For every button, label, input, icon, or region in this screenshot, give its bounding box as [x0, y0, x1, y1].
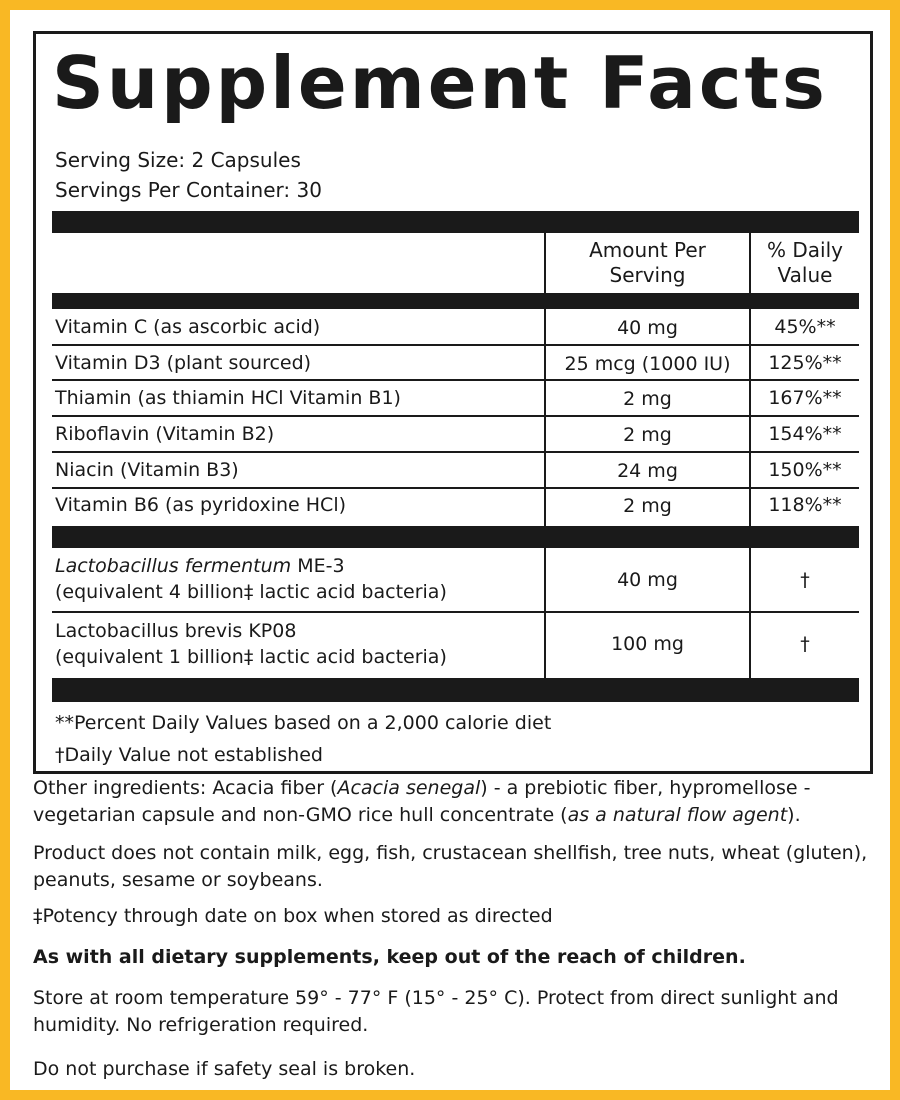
probiotic-equivalent: (equivalent 4 billion‡ lactic acid bacteria)	[55, 581, 447, 603]
row-divider	[52, 611, 859, 613]
nutrient-name: Niacin (Vitamin B3)	[55, 459, 239, 481]
row-divider	[52, 487, 859, 489]
dv-not-established-footnote: †Daily Value not established	[55, 744, 323, 766]
nutrient-amount: 24 mg	[617, 460, 678, 482]
other-ingredients-prefix: Other ingredients: Acacia fiber (	[33, 777, 338, 799]
probiotic-amount: 100 mg	[611, 633, 684, 655]
probiotic-name-italic: Lactobacillus fermentum	[55, 555, 292, 577]
row-divider	[52, 344, 859, 346]
serving-size: Serving Size: 2 Capsules	[55, 148, 301, 172]
row-divider	[52, 451, 859, 453]
probiotic-name	[55, 619, 296, 643]
other-ingredients	[33, 775, 883, 829]
nutrient-dv: 118%**	[768, 494, 842, 516]
nutrient-amount: 2 mg	[623, 495, 672, 517]
amount-header	[546, 238, 749, 288]
storage-instructions: Store at room temperature 59° - 77° F (15° - 25° C). Protect from direct sunlight and humidity. No refrigeration required.	[33, 987, 839, 1036]
seal-warning: Do not purchase if safety seal is broken.	[33, 1058, 416, 1080]
nutrient-dv: 154%**	[768, 423, 842, 445]
divider-bar-middle	[52, 526, 859, 548]
other-ingredients-suffix: ).	[787, 804, 801, 826]
nutrient-name: Vitamin C (as ascorbic acid)	[55, 316, 321, 338]
divider-bar-header	[52, 293, 859, 309]
percent-dv-footnote: **Percent Daily Values based on a 2,000 calorie diet	[55, 712, 552, 734]
nutrient-name: Riboflavin (Vitamin B2)	[55, 423, 275, 445]
probiotic-amount: 40 mg	[617, 569, 678, 591]
row-divider	[52, 415, 859, 417]
divider-bar-top	[52, 211, 859, 233]
amount-header-line2: Serving	[609, 263, 686, 287]
nutrient-name: Vitamin D3 (plant sourced)	[55, 352, 312, 374]
nutrient-amount: 25 mcg (1000 IU)	[564, 353, 731, 375]
servings-per-container: Servings Per Container: 30	[55, 178, 322, 202]
nutrient-dv: 167%**	[768, 387, 842, 409]
nutrient-name: Vitamin B6 (as pyridoxine HCl)	[55, 494, 347, 516]
probiotic-name-rest: ME-3	[291, 555, 345, 577]
other-ingredients-middle: ) - a prebiotic fiber, hypromellose - vegetarian capsule and non-GMO rice hull concentrate (	[33, 777, 811, 826]
supplement-facts-panel	[33, 31, 873, 774]
nutrient-dv: 45%**	[774, 316, 836, 338]
acacia-species: Acacia senegal	[337, 777, 481, 799]
probiotic-name-rest: Lactobacillus brevis KP08	[55, 620, 297, 642]
dv-header-line2: Value	[777, 263, 833, 287]
flow-agent: as a natural flow agent	[567, 804, 788, 826]
dv-header	[751, 238, 859, 288]
nutrient-name: Thiamin (as thiamin HCl Vitamin B1)	[55, 387, 401, 409]
allergen-statement: Product does not contain milk, egg, fish, crustacean shellfish, tree nuts, wheat (gluten), peanuts, sesame or soybeans.	[33, 842, 868, 891]
divider-bar-bottom	[52, 678, 859, 702]
nutrient-amount: 2 mg	[623, 424, 672, 446]
probiotic-name	[55, 554, 345, 578]
nutrient-amount: 40 mg	[617, 317, 678, 339]
probiotic-dv: †	[800, 569, 810, 591]
nutrient-dv: 150%**	[768, 459, 842, 481]
nutrient-amount: 2 mg	[623, 388, 672, 410]
nutrient-dv: 125%**	[768, 352, 842, 374]
probiotic-dv: †	[800, 633, 810, 655]
row-divider	[52, 379, 859, 381]
panel-title: Supplement Facts	[52, 41, 828, 125]
potency-statement: ‡Potency through date on box when stored as directed	[33, 905, 553, 927]
probiotic-equivalent: (equivalent 1 billion‡ lactic acid bacteria)	[55, 646, 447, 668]
amount-header-line1: Amount Per	[589, 238, 706, 262]
children-warning: As with all dietary supplements, keep out of the reach of children.	[33, 946, 746, 968]
dv-header-line1: % Daily	[767, 238, 843, 262]
